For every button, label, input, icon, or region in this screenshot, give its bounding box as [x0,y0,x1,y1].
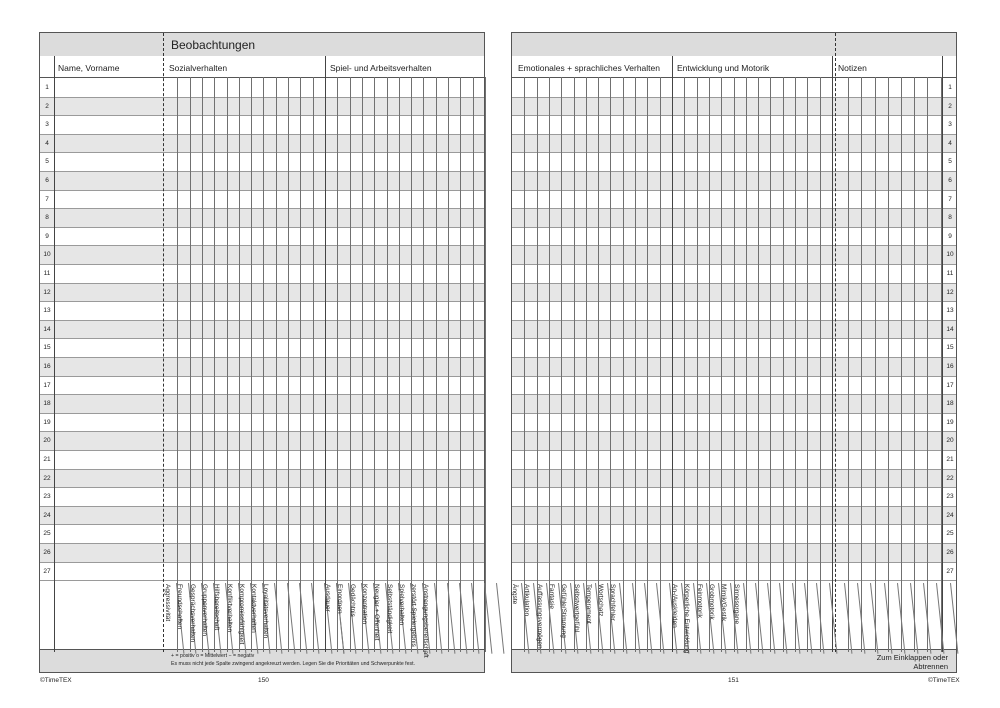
row-number: 19 [43,418,51,426]
column-label: Gesprächsverhalten [188,584,196,643]
fold-label-line-1: Zum Einklappen oder [876,653,948,662]
grid-line [647,77,648,652]
column-label: Sprachfehler [609,584,617,622]
fold-label [877,653,948,671]
grid-line [734,77,735,652]
legend: + = positiv o = Mittelwert − = negativ [171,653,255,659]
column-label: Spielverhalten [397,584,405,626]
grid-line [227,77,228,652]
table-row[interactable] [40,451,484,470]
row-number: 19 [946,418,954,426]
row-number: 18 [43,400,51,408]
grid-line [660,77,661,652]
column-label: Wortschatz [597,584,605,617]
row-number: 13 [946,307,954,315]
row-number: 14 [43,325,51,333]
fold-label-line-2: Abtrennen [913,662,948,671]
page-number-left: 150 [258,677,269,684]
column-label: Neugier + Offenheit [373,584,381,641]
table-row[interactable] [40,172,484,191]
table-row[interactable] [40,339,484,358]
section-divider [672,56,673,652]
row-number: 27 [946,567,954,575]
grid-line [448,77,449,652]
grid-line [635,77,636,652]
grid-line [574,77,575,652]
row-number: 12 [43,288,51,296]
grid-line [586,77,587,652]
grid-line [239,77,240,652]
table-row[interactable] [40,209,484,228]
right-page [511,32,957,673]
row-number: 22 [946,474,954,482]
grid-line [537,77,538,652]
grid-line [770,77,771,652]
table-row[interactable] [40,302,484,321]
column-label: Loyalitätsverhalten [262,584,270,639]
grid-line [888,77,889,652]
section-spiel-arbeitsverhalten: Spiel- und Arbeitsverhalten [330,63,432,73]
grid-line [214,77,215,652]
grid-line [411,77,412,652]
grid-line [623,77,624,652]
brand-left: ©TimeTEX [40,677,72,684]
column-label: Ängste [511,584,518,605]
grid-line [901,77,902,652]
row-number: 6 [948,177,952,184]
row-number: 3 [45,121,49,129]
column-label: Konfliktverhalten [225,584,233,633]
grid-line [875,77,876,652]
table-row[interactable] [40,284,484,303]
column-label: Selbstständigkeit [385,584,393,634]
grid-line [848,77,849,652]
table-row[interactable] [40,395,484,414]
grid-line [861,77,862,652]
row-number: 11 [43,270,51,277]
table-row[interactable] [40,153,484,172]
table-row[interactable] [40,116,484,135]
section-divider [325,56,326,652]
table-row[interactable] [40,265,484,284]
row-number: 18 [946,400,954,408]
table-row[interactable] [40,98,484,117]
row-number: 24 [43,511,51,519]
row-number: 21 [43,456,51,463]
column-label: Sinnesorgane [732,584,740,625]
row-number: 21 [946,456,954,463]
table-row[interactable] [40,79,484,98]
grid-line [927,77,928,652]
grid-line [300,77,301,652]
row-number: 23 [43,493,51,501]
grid-line [697,77,698,652]
table-row[interactable] [40,414,484,433]
grid-line [251,77,252,652]
grid-line [549,77,550,652]
grid-line [460,77,461,652]
table-row[interactable] [40,563,484,582]
table-row[interactable] [40,228,484,247]
name-column-header: Name, Vorname [58,63,120,73]
row-number: 23 [946,493,954,501]
grid-line [423,77,424,652]
row-number: 12 [946,288,954,296]
row-number: 15 [946,344,954,352]
grid-line [263,77,264,652]
grid-line [202,77,203,652]
grid-line [610,77,611,652]
row-number-divider [54,56,55,652]
page-number-right: 151 [728,677,739,684]
row-number: 7 [45,195,49,203]
row-number: 25 [946,530,954,538]
column-label: Artikulation [523,584,531,617]
section-sozialverhalten: Sozialverhalten [169,63,228,73]
column-label: Konzentration [360,584,368,625]
brand-right: ©TimeTEX [928,677,960,684]
row-number: 9 [948,232,952,240]
table-row[interactable] [40,135,484,154]
row-number: 17 [43,381,51,389]
row-number: 13 [43,307,51,315]
column-label: Gedächtnis [348,584,356,618]
row-number: 9 [45,232,49,240]
row-number: 20 [43,437,51,445]
grid-line [374,77,375,652]
column-label: Kontaktverhalten [250,584,258,633]
table-row[interactable] [40,544,484,563]
table-row[interactable] [40,470,484,489]
grid-line [709,77,710,652]
column-label: Temperament [584,584,592,624]
row-number: 1 [45,84,49,91]
column-label: Hilfsbereitschaft [213,584,221,631]
row-number: 3 [948,121,952,129]
column-label: Kompromissfähigkeit [237,584,245,645]
table-row[interactable] [40,488,484,507]
row-number: 6 [45,177,49,184]
row-number: 1 [948,84,952,91]
column-label: zerstört Spielergebnis [410,584,418,648]
right-title-band [512,33,956,57]
grid-line [177,77,178,652]
grid-line [807,77,808,652]
row-number: 2 [45,102,49,110]
table-row[interactable] [40,377,484,396]
row-number: 5 [45,158,49,166]
grid-line [485,77,486,652]
column-label: An-/Auskleiden [671,584,678,628]
row-number: 10 [946,251,954,259]
grid-line [387,77,388,652]
row-number: 26 [43,549,51,556]
grid-line [820,77,821,652]
row-number: 17 [946,381,954,389]
column-label: Anstrengungsbereitschaft [422,584,430,658]
column-label: Auffassungsvermögen [535,584,543,649]
grid-line [436,77,437,652]
grid-line [362,77,363,652]
row-number: 16 [43,363,51,370]
row-number: 15 [43,344,51,352]
section-emotionales-sprachliches: Emotionales + sprachliches Verhalten [518,63,660,73]
grid-line [524,77,525,652]
row-number: 4 [45,139,49,147]
column-label: Fantasie [547,584,555,610]
row-number: 26 [946,549,954,556]
row-number: 25 [43,530,51,538]
row-number: 16 [946,363,954,370]
column-label: Feinmotorik [695,584,703,619]
table-row[interactable] [40,432,484,451]
row-number: 7 [948,195,952,203]
column-label: Gefühle/Stimmung [560,584,568,639]
row-number: 14 [946,325,954,333]
column-label: Einordnen [336,584,344,614]
grid-line [561,77,562,652]
grid-line [399,77,400,652]
row-number: 27 [43,567,51,575]
section-divider [832,56,833,652]
row-number: 22 [43,474,51,482]
grid-line [598,77,599,652]
table-row[interactable] [40,507,484,526]
row-number: 8 [45,214,49,222]
footnote: Es muss nicht jede Spalte zwingend angekreuzt werden. Legen Sie die Prioritäten und Schwerpunkte fest. [171,661,415,667]
grid-line [313,77,314,652]
table-row[interactable] [40,321,484,340]
fold-line [835,33,836,652]
column-label: Aggressivität [164,584,171,622]
grid-line [914,77,915,652]
row-number: 2 [948,102,952,110]
grid-line [473,77,474,652]
label-divider [496,583,504,654]
column-label: Selbstwertgefühl [572,584,580,633]
grid-line [276,77,277,652]
left-title-band [40,33,484,57]
grid-line [758,77,759,652]
grid-line [337,77,338,652]
grid-line [350,77,351,652]
grid-line [746,77,747,652]
grid-line [795,77,796,652]
column-label: Gruppenverhalten [200,584,208,637]
row-number: 20 [946,437,954,445]
column-label: Körperliche Entwicklung [683,584,691,654]
left-page [39,32,485,673]
row-number: 8 [948,214,952,222]
grid-line [190,77,191,652]
row-number: 5 [948,158,952,166]
row-number: 24 [946,511,954,519]
section-notizen: Notizen [838,63,867,73]
grid-line [684,77,685,652]
fold-line [163,33,164,652]
label-divider [950,583,958,654]
row-number: 10 [43,251,51,259]
table-row[interactable] [40,358,484,377]
section-entwicklung-motorik: Entwicklung und Motorik [677,63,770,73]
table-row[interactable] [40,191,484,210]
column-label: Mimik/Gestik [720,584,728,622]
column-label: Freundschaften [176,584,184,630]
page-title: Beobachtungen [171,38,256,52]
grid-line [783,77,784,652]
table-row[interactable] [40,246,484,265]
grid-line [721,77,722,652]
grid-line [288,77,289,652]
table-row[interactable] [40,525,484,544]
row-number: 11 [946,270,954,277]
column-label: Grobmotorik [707,584,715,620]
column-label: Ausdauer [324,584,331,613]
row-number: 4 [948,139,952,147]
